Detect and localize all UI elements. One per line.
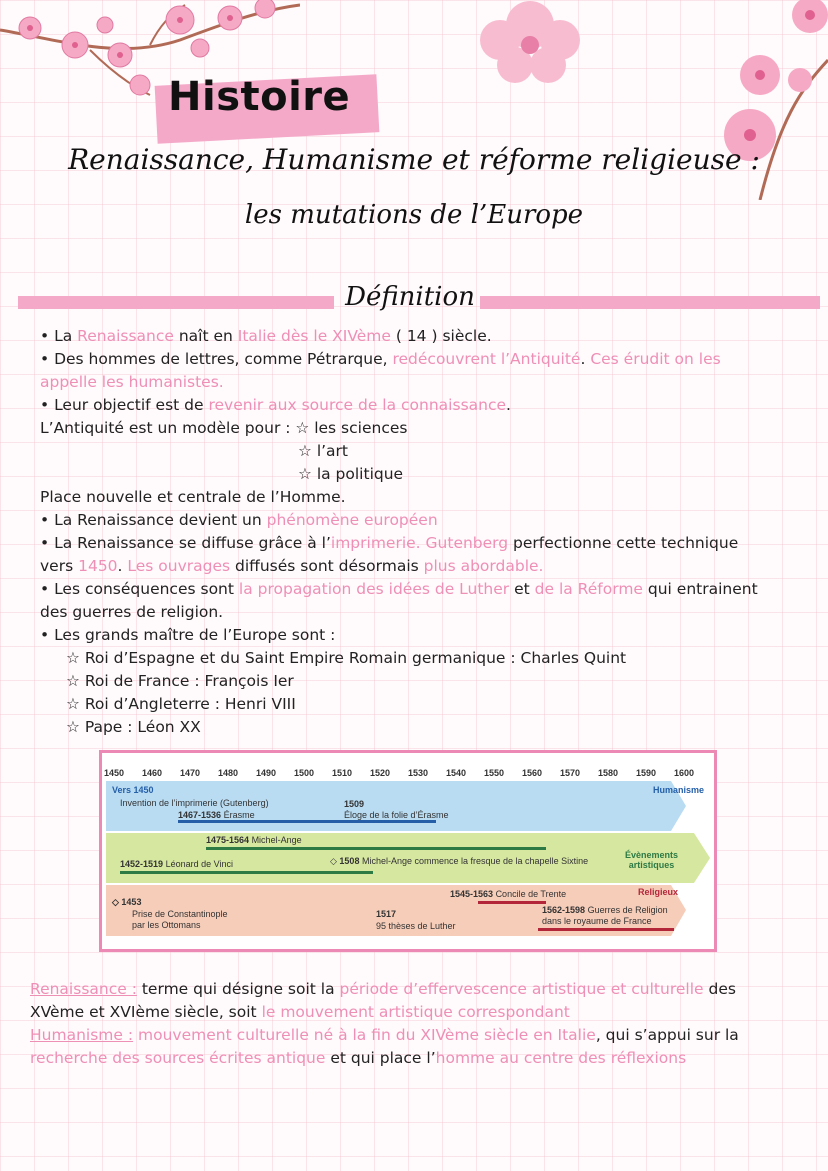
axis-tick-label: 1490: [256, 768, 277, 778]
text: et qui place l’: [325, 1049, 436, 1067]
name: Guerres de Religion: [587, 905, 668, 915]
axis-tick-label: 1550: [484, 768, 505, 778]
event-year: 1509: [344, 799, 365, 809]
event-year: 1517: [376, 909, 397, 919]
name: Concile de Trente: [495, 889, 567, 899]
text: • Des hommes de lettres, comme Pétrarque,: [40, 350, 393, 368]
section-heading: Définition: [345, 282, 475, 312]
axis-tick-label: 1520: [370, 768, 391, 778]
highlight: imprimerie. Gutenberg: [330, 534, 509, 552]
gloss-line: [30, 978, 736, 1001]
event-year: Vers 1450: [112, 785, 154, 795]
event-text: [206, 835, 302, 845]
event-text: [542, 905, 668, 915]
text: ( 14 ) siècle.: [390, 327, 492, 345]
name: Érasme: [223, 810, 255, 820]
desc: Michel-Ange commence la fresque de la chapelle Sixtine: [361, 856, 589, 866]
text: vers: [40, 557, 79, 575]
text: diffusés sont désormais: [230, 557, 424, 575]
gloss-line: [30, 1001, 570, 1024]
year: 1508: [339, 856, 360, 866]
text: • La Renaissance se diffuse grâce à l’: [40, 534, 331, 552]
event-text: [450, 889, 566, 899]
label: Évènements: [624, 850, 678, 860]
highlight: Ces érudit on les: [590, 350, 721, 368]
def-line-11: [40, 555, 543, 578]
span: 1452-1519: [120, 859, 164, 869]
axis-tick-label: 1540: [446, 768, 467, 778]
axis-tick-label: 1590: [636, 768, 657, 778]
highlight: 1450: [78, 557, 118, 575]
def-line-4: [40, 394, 511, 417]
highlight: plus abordable.: [423, 557, 544, 575]
event-text: par les Ottomans: [132, 920, 201, 930]
highlight: période d’effervescence artistique et culturelle: [339, 980, 704, 998]
event-text: ◇ 1508 Michel-Ange commence la fresque de la chapelle Sixtine: [330, 856, 589, 866]
def-line-1: [40, 325, 492, 348]
def-line-9: [40, 509, 438, 532]
axis-tick-label: 1530: [408, 768, 429, 778]
ruler-item: ☆ Pape : Léon XX: [66, 718, 201, 736]
name: Michel-Ange: [251, 835, 302, 845]
section-bar-left: [18, 296, 334, 309]
ruler-item: ☆ Roi d’Angleterre : Henri VIII: [66, 695, 296, 713]
term: Renaissance :: [30, 980, 137, 998]
def-line-10: [40, 532, 738, 555]
highlight: Les ouvrages: [127, 557, 231, 575]
axis-tick-label: 1470: [180, 768, 201, 778]
text: XVème et XVIème siècle, soit: [30, 1003, 262, 1021]
subtitle-line1: Renaissance, Humanisme et réforme religieuse :: [68, 143, 760, 176]
text: et: [509, 580, 535, 598]
def-line-8: Place nouvelle et centrale de l’Homme.: [40, 488, 346, 506]
text: .: [117, 557, 128, 575]
event-text: Invention de l’imprimerie (Gutenberg): [120, 798, 269, 808]
year: 1453: [121, 897, 142, 907]
axis-tick-label: 1460: [142, 768, 163, 778]
text: • La: [40, 327, 78, 345]
def-line-12: [40, 578, 758, 601]
def-line-5: L’Antiquité est un modèle pour : ☆ les sciences: [40, 419, 408, 437]
text: naît en: [173, 327, 238, 345]
span: 1545-1563: [450, 889, 494, 899]
text: des: [703, 980, 736, 998]
axis-tick-label: 1570: [560, 768, 581, 778]
highlight: phénomène européen: [266, 511, 438, 529]
text: qui entrainent: [642, 580, 758, 598]
event-text: Prise de Constantinople: [132, 909, 228, 919]
def-line-2: [40, 348, 721, 371]
event-text: 95 thèses de Luther: [376, 921, 456, 931]
axis-tick-label: 1450: [104, 768, 125, 778]
duration-bar: [206, 847, 546, 850]
highlight: Renaissance: [77, 327, 174, 345]
axis-tick-label: 1510: [332, 768, 353, 778]
gloss-line: [30, 1024, 739, 1047]
name: Léonard de Vinci: [165, 859, 233, 869]
def-line-13: des guerres de religion.: [40, 603, 224, 621]
event-text: [120, 859, 233, 869]
span: 1475-1564: [206, 835, 250, 845]
page-title: Histoire: [168, 74, 351, 120]
text: .: [580, 350, 591, 368]
event-text: [178, 810, 255, 820]
text: • Les conséquences sont: [40, 580, 239, 598]
band-label: Humanisme: [652, 785, 704, 795]
duration-bar: [120, 871, 373, 874]
highlight: revenir aux source de la connaissance: [208, 396, 507, 414]
duration-bar: [478, 901, 546, 904]
highlight: homme au centre des réflexions: [435, 1049, 687, 1067]
axis-tick-label: 1500: [294, 768, 315, 778]
def-line-7: ☆ la politique: [298, 465, 404, 483]
text: • Leur objectif est de: [40, 396, 209, 414]
event-text: Éloge de la folie d’Érasme: [344, 810, 449, 820]
highlight: la propagation des idées de Luther: [238, 580, 510, 598]
subtitle-line2: les mutations de l’Europe: [244, 200, 584, 230]
text: , qui s’appui sur la: [595, 1026, 739, 1044]
highlight: recherche des sources écrites antique: [30, 1049, 326, 1067]
def-line-6: ☆ l’art: [298, 442, 349, 460]
timeline-figure: [99, 750, 717, 952]
band-label: [625, 850, 678, 870]
text: perfectionne cette technique: [508, 534, 739, 552]
def-line-14: • Les grands maître de l’Europe sont :: [40, 626, 336, 644]
band-label: Religieux: [637, 887, 678, 897]
text: • La Renaissance devient un: [40, 511, 267, 529]
term: Humanisme :: [30, 1026, 134, 1044]
highlight: de la Réforme: [534, 580, 643, 598]
cherry-blossom-top: [470, 0, 590, 90]
duration-bar: [538, 928, 674, 931]
axis-tick-label: 1600: [674, 768, 695, 778]
event-text: dans le royaume de France: [542, 916, 652, 926]
gloss-line: [30, 1047, 686, 1070]
axis-tick-label: 1580: [598, 768, 619, 778]
highlight: mouvement culturelle né à la fin du XIVème siècle en Italie: [133, 1026, 596, 1044]
axis-tick-label: 1560: [522, 768, 543, 778]
highlight: Italie dès le XIVème: [237, 327, 391, 345]
event-year: ◇ 1453: [112, 897, 142, 907]
duration-bar: [178, 820, 436, 823]
span: 1467-1536: [178, 810, 222, 820]
highlight: redécouvrent l’Antiquité: [392, 350, 581, 368]
text: terme qui désigne soit la: [136, 980, 340, 998]
ruler-item: ☆ Roi de France : François Ier: [66, 672, 294, 690]
label: artistiques: [628, 860, 675, 870]
span: 1562-1598: [542, 905, 586, 915]
axis-tick-label: 1480: [218, 768, 239, 778]
ruler-item: ☆ Roi d’Espagne et du Saint Empire Romain germanique : Charles Quint: [66, 649, 627, 667]
highlight: le mouvement artistique correspondant: [261, 1003, 570, 1021]
section-bar-right: [480, 296, 820, 309]
def-line-3: appelle les humanistes.: [40, 373, 224, 391]
text: .: [506, 396, 511, 414]
